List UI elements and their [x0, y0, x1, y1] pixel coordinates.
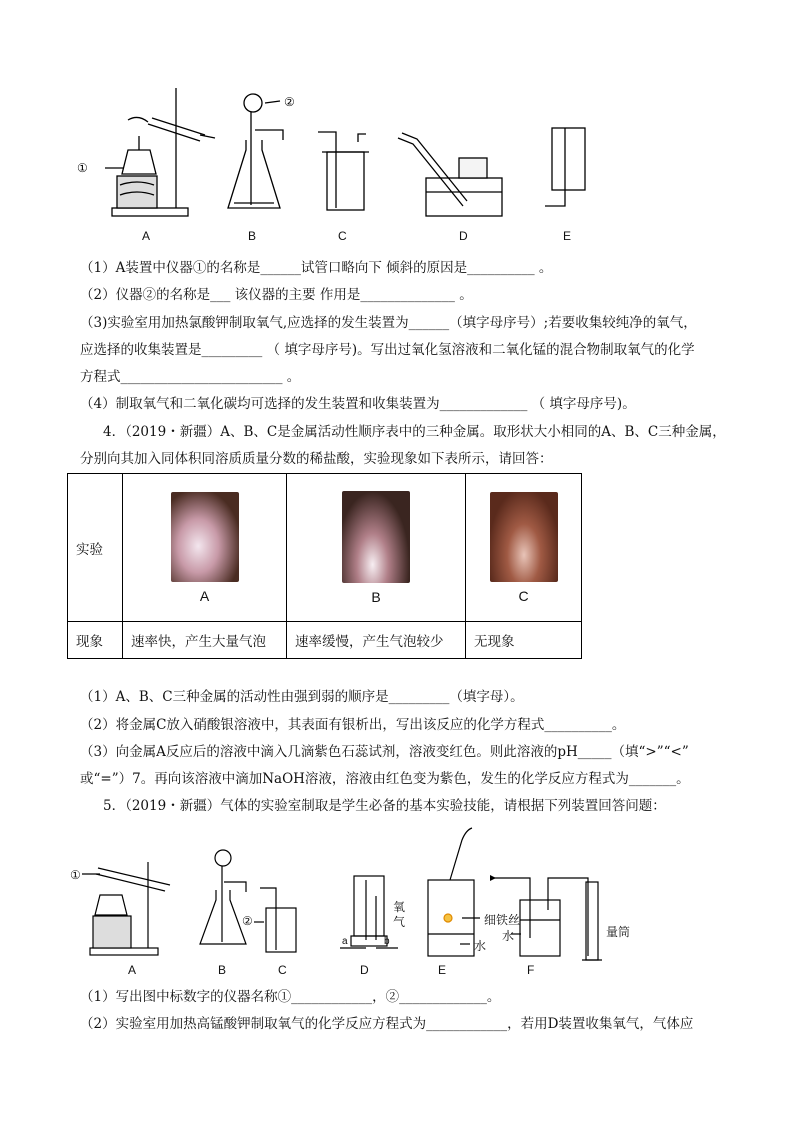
- water-label-e: 水: [474, 939, 487, 953]
- q4-intro-1: 4．（2019・新疆）A、B、C是金属活动性顺序表中的三种金属。取形状大小相同的A、B、C三种金属，: [103, 424, 726, 440]
- phenomenon-c: 无现象: [466, 622, 582, 659]
- q5-intro: 5．（2019・新疆）气体的实验室制取是学生必备的基本实验技能，请根据下列装置回答问题：: [103, 798, 666, 814]
- experiment-cell-b: [287, 474, 466, 622]
- fig2-label-f: F: [527, 963, 535, 977]
- fig1-label-a: A: [142, 229, 151, 243]
- iron-wire-label: 细铁丝: [484, 913, 521, 927]
- q3-line-2: （2）仪器②的名称是___ 该仪器的主要 作用是______________ 。: [80, 287, 473, 303]
- caption-a: A: [199, 587, 210, 604]
- q3-line-3: （3)实验室用加热氯酸钾制取氧气,应选择的发生装置为______（填字母序号）;若要收集较纯净的氧气，: [80, 315, 697, 331]
- fig1-label-d: D: [459, 229, 468, 243]
- experiment-cell-a: [123, 474, 287, 622]
- test-tube-photo-b: [342, 491, 410, 583]
- cylinder-label: 量筒: [606, 925, 631, 939]
- test-tube-photo-c: [490, 492, 558, 582]
- q4-line-4: 或“=”）7。再向该溶液中滴加NaOH溶液，溶液由红色变为紫色，发生的化学反应方程式为_______。: [80, 771, 690, 787]
- fig1-label-b: B: [248, 229, 257, 243]
- fig1-label-e: E: [563, 229, 572, 243]
- oxygen-label: 氧气: [393, 900, 406, 929]
- fig2-label-a: A: [128, 963, 137, 977]
- q4-line-2: （2）将金属C放入硝酸银溶液中，其表面有银析出，写出该反应的化学方程式__________。: [80, 717, 626, 733]
- fig2-marker-1: ①: [70, 868, 81, 882]
- apparatus-figure-1: [0, 0, 794, 245]
- caption-b: B: [371, 588, 381, 605]
- fig2-marker-2: ②: [242, 914, 253, 928]
- q5-line-1: （1）写出图中标数字的仪器名称①____________，②_____________。: [80, 989, 501, 1005]
- q4-line-1: （1）A、B、C三种金属的活动性由强到弱的顺序是_________（填字母）。: [80, 689, 524, 705]
- q4-line-3: （3）向金属A反应后的溶液中滴入几滴紫色石蕊试剂，溶液变红色。则此溶液的pH_____（填“>”“<”: [80, 744, 689, 760]
- phenomenon-a: 速率快，产生大量气泡: [123, 622, 287, 659]
- marker-1: ①: [77, 161, 88, 175]
- apparatus-figure-2: [0, 820, 794, 970]
- fig2-label-c: C: [278, 963, 287, 977]
- experiment-cell-c: [466, 474, 582, 622]
- fig2-label-b: B: [218, 963, 227, 977]
- phenomenon-b: 速率缓慢，产生气泡较少: [287, 622, 466, 659]
- marker-2: ②: [284, 95, 295, 109]
- fig1-label-c: C: [338, 229, 347, 243]
- test-tube-photo-a: [171, 492, 239, 582]
- fig2-label-e: E: [438, 963, 447, 977]
- fig2-label-d: D: [360, 963, 369, 977]
- q3-line-1: （1）A装置中仪器①的名称是______试管口略向下 倾斜的原因是__________ 。: [80, 260, 553, 276]
- q5-line-2: （2）实验室用加热高锰酸钾制取氧气的化学反应方程式为____________，若用D装置收集氧气，气体应: [80, 1016, 694, 1032]
- caption-c: C: [518, 587, 529, 604]
- q3-line-4: 应选择的收集装置是_________ （ 填字母序号)。写出过氧化氢溶液和二氧化锰的混合物制取氧气的化学: [80, 342, 695, 358]
- q4-intro-2: 分别向其加入同体积同溶质质量分数的稀盐酸，实验现象如下表所示，请回答：: [80, 451, 553, 467]
- port-b: b: [384, 936, 390, 947]
- experiment-table: [67, 473, 582, 659]
- q3-line-5: 方程式________________________ 。: [80, 369, 301, 385]
- port-a: a: [342, 936, 348, 947]
- water-label-f: 水: [502, 929, 515, 943]
- q3-line-6: （4）制取氧气和二氧化碳均可选择的发生装置和收集装置为_____________ （ 填字母序号)。: [80, 396, 636, 412]
- row-head-phenomenon: 现象: [68, 622, 123, 659]
- row-head-experiment: 实验: [68, 474, 123, 622]
